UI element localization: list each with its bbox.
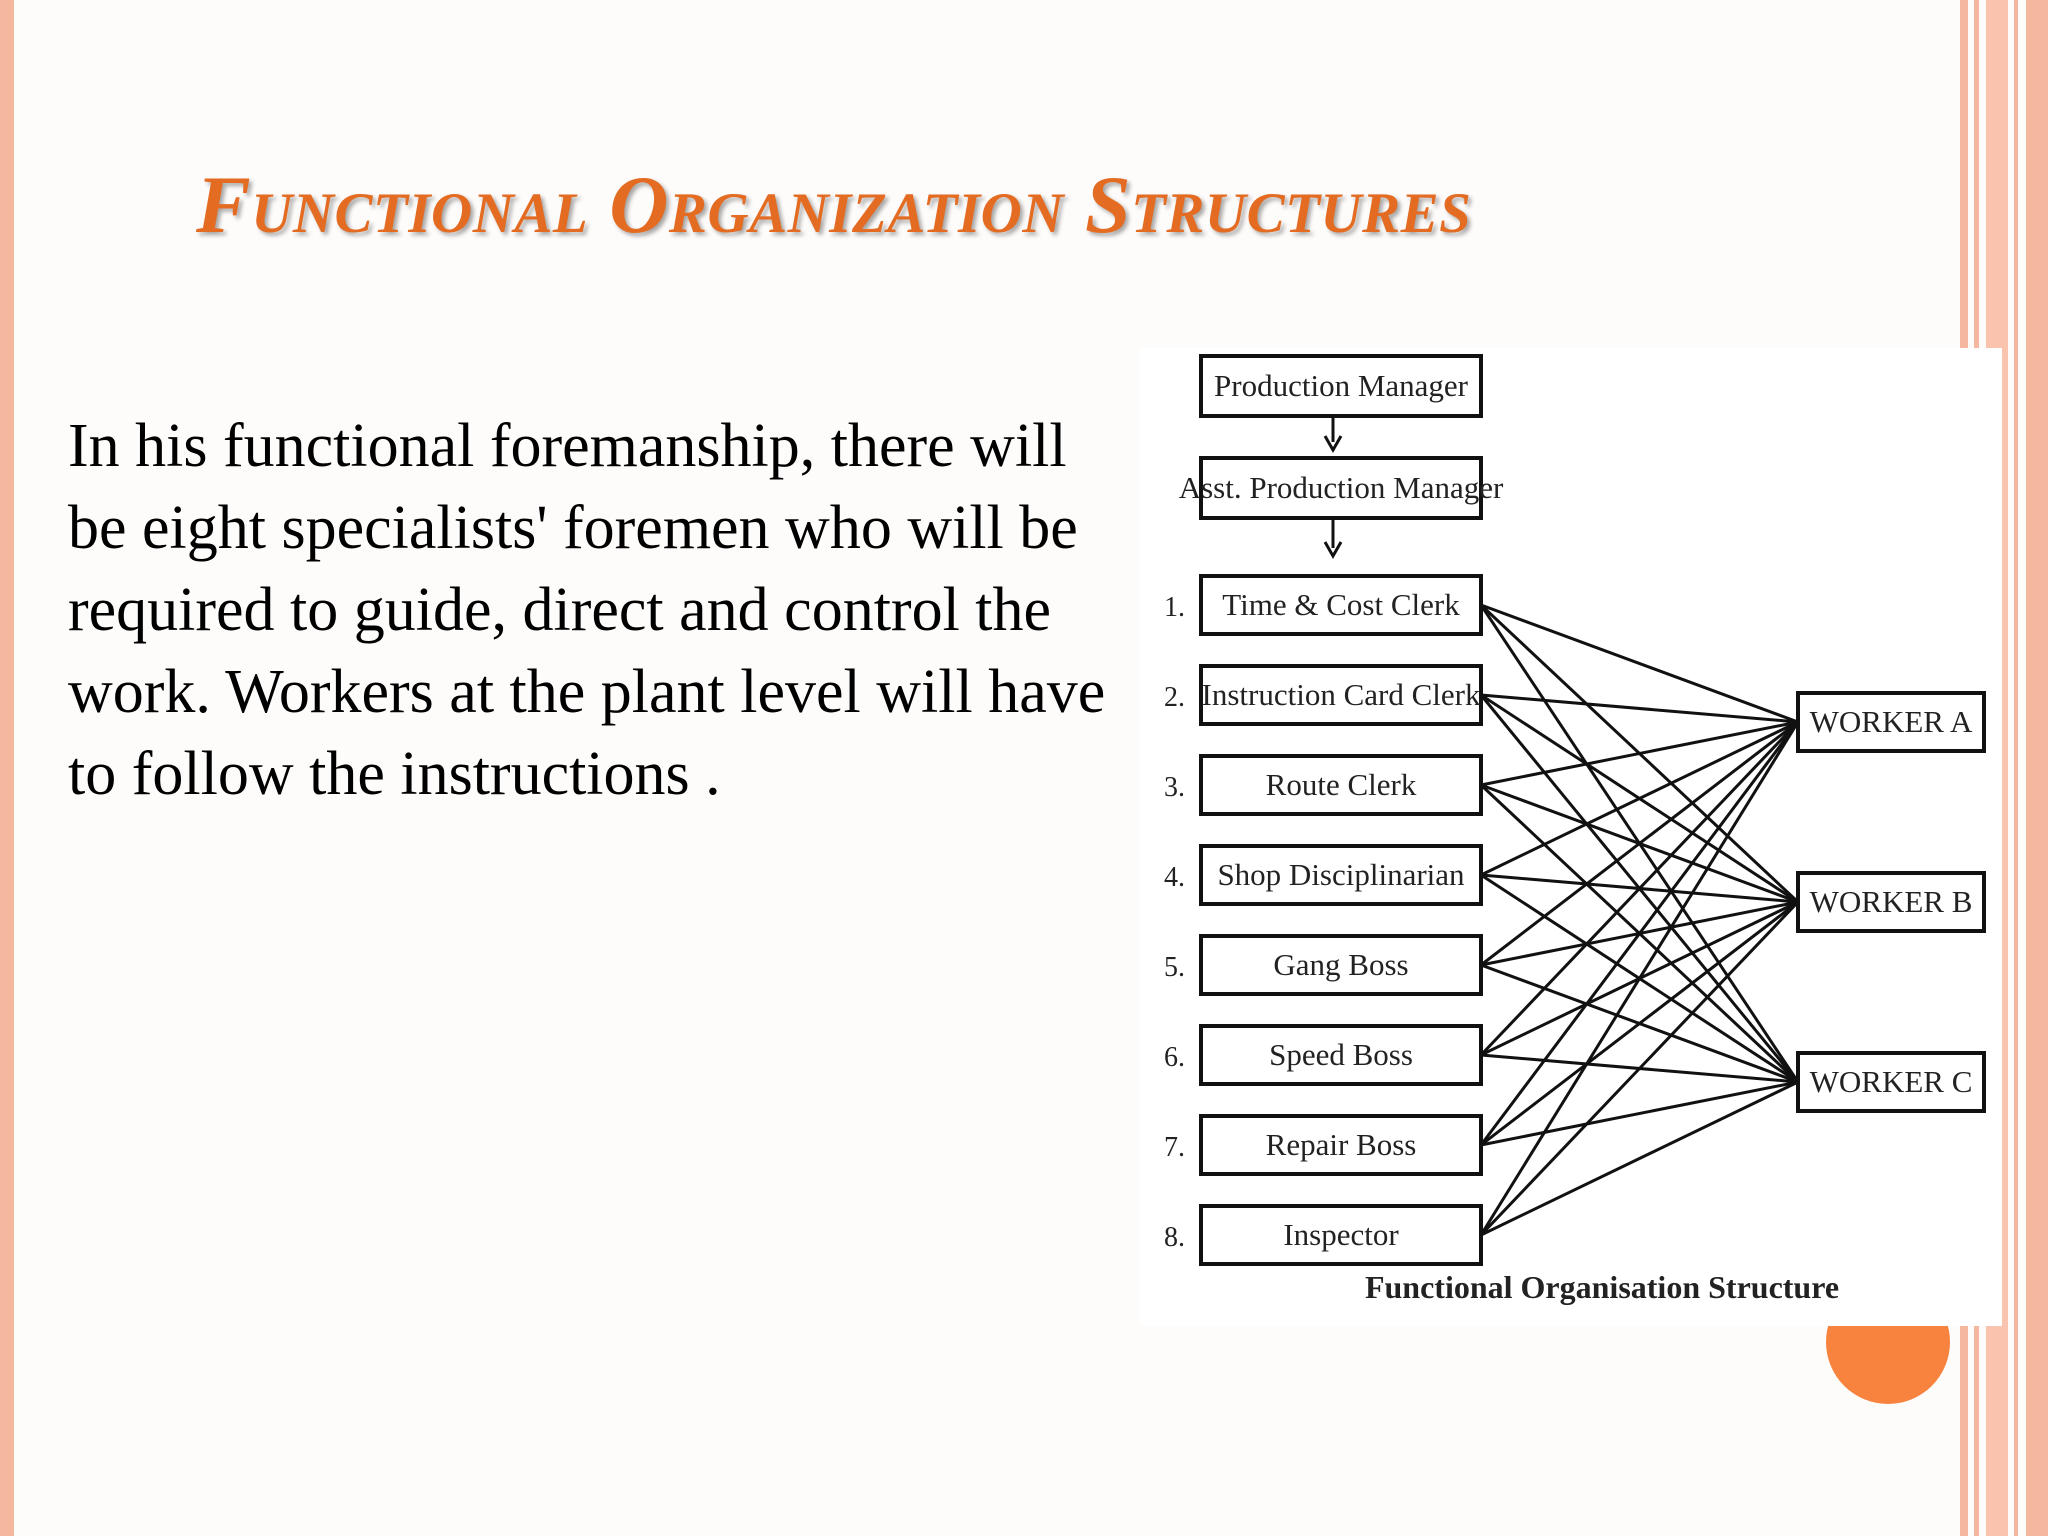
connector-line bbox=[1481, 722, 1798, 965]
connector-line bbox=[1481, 722, 1798, 1145]
specialist-num: 7. bbox=[1164, 1132, 1185, 1163]
diagram-caption: Functional Organisation Structure bbox=[1364, 1269, 1840, 1305]
slide-title: Functional Organization Structures bbox=[196, 159, 1472, 250]
worker-a bbox=[1798, 693, 1984, 751]
specialist-3 bbox=[1164, 756, 1481, 814]
specialist-num: 8. bbox=[1164, 1222, 1185, 1253]
specialist-2 bbox=[1164, 666, 1481, 724]
right-stripe bbox=[2014, 0, 2018, 1536]
specialist-label: Repair Boss bbox=[1265, 1127, 1417, 1162]
connector-line bbox=[1481, 902, 1798, 1235]
specialist-num: 6. bbox=[1164, 1042, 1185, 1073]
left-border bbox=[0, 0, 14, 1536]
label-asst-production-manager: Asst. Production Manager bbox=[1178, 470, 1504, 505]
worker-label: WORKER A bbox=[1809, 704, 1973, 739]
right-stripe bbox=[2026, 0, 2048, 1536]
specialist-1 bbox=[1164, 576, 1481, 634]
worker-b bbox=[1798, 873, 1984, 931]
worker-c bbox=[1798, 1053, 1984, 1111]
specialist-label: Inspector bbox=[1283, 1217, 1399, 1252]
specialist-6 bbox=[1164, 1026, 1481, 1084]
specialist-4 bbox=[1164, 846, 1481, 904]
specialist-num: 4. bbox=[1164, 862, 1185, 893]
specialist-num: 3. bbox=[1164, 772, 1185, 803]
org-chart bbox=[1140, 348, 2002, 1326]
specialist-num: 1. bbox=[1164, 592, 1185, 623]
specialist-8 bbox=[1164, 1206, 1481, 1264]
specialist-num: 5. bbox=[1164, 952, 1185, 983]
worker-label: WORKER B bbox=[1809, 884, 1973, 919]
worker-label: WORKER C bbox=[1809, 1064, 1973, 1099]
specialist-label: Time & Cost Clerk bbox=[1222, 587, 1460, 622]
specialist-label: Shop Disciplinarian bbox=[1217, 857, 1465, 892]
label-production-manager: Production Manager bbox=[1214, 368, 1468, 403]
connector-lines bbox=[1481, 605, 1798, 1235]
connector-line bbox=[1481, 605, 1798, 722]
specialist-label: Speed Boss bbox=[1269, 1037, 1413, 1072]
specialist-label: Instruction Card Clerk bbox=[1201, 677, 1481, 712]
specialist-5 bbox=[1164, 936, 1481, 994]
specialist-num: 2. bbox=[1164, 682, 1185, 713]
body-paragraph: In his functional foremanship, there will be eight specialists' foremen who will be required to guide, direct and control the work. Workers at the plant level will have to follow the instructions . bbox=[68, 412, 1106, 808]
connector-line bbox=[1481, 722, 1798, 1055]
org-chart-panel bbox=[1140, 348, 2002, 1326]
specialist-7 bbox=[1164, 1116, 1481, 1174]
specialist-label: Route Clerk bbox=[1265, 767, 1417, 802]
specialist-label: Gang Boss bbox=[1273, 947, 1409, 982]
connector-line bbox=[1481, 695, 1798, 722]
connector-line bbox=[1481, 1082, 1798, 1145]
